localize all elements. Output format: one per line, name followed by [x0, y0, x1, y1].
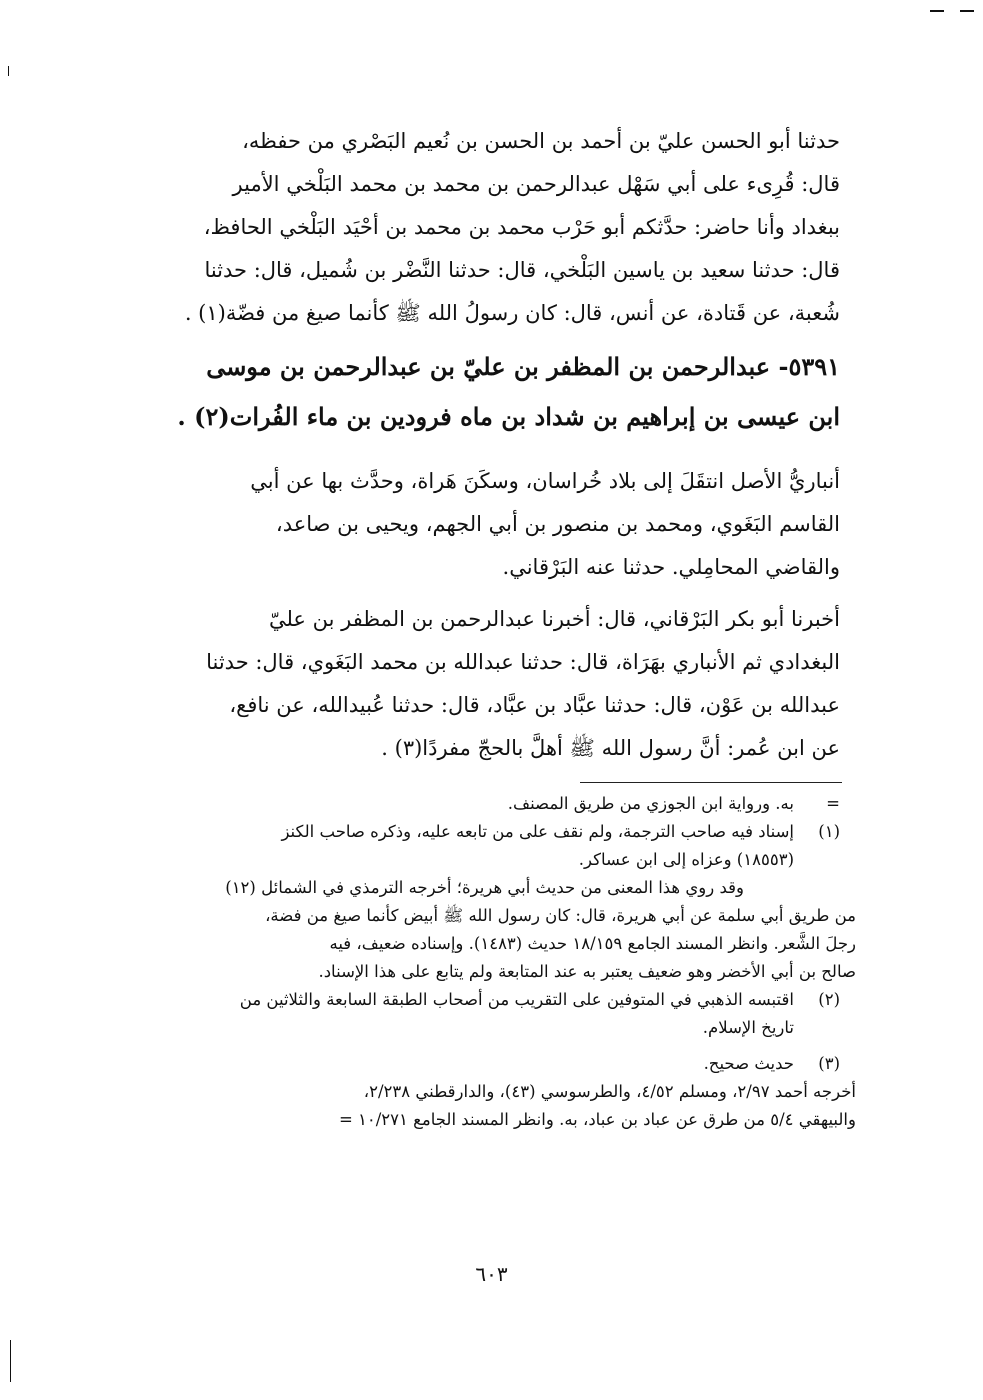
- text-line: أخبرنا أبو بكر البَرْقاني، قال: أخبرنا عبدالرحمن بن المظفر بن عليّ: [268, 607, 840, 631]
- footnote-2: [120, 986, 840, 1042]
- footnote-line: أخرجه أحمد ٢/٩٧، ومسلم ٤/٥٢، والطرسوسي (٤٣)، والدارقطني ٢/٢٣٨،: [363, 1082, 856, 1101]
- footnote-line: إسناد فيه صاحب الترجمة، ولم نقف على من تابعه عليه، وذكره صاحب الكنز: [281, 822, 794, 841]
- text-line: القاسم البَغَوي، ومحمد بن منصور بن أبي الجهم، ويحيى بن صاعد،: [275, 512, 840, 536]
- text-line: عبدالله بن عَوْن، قال: حدثنا عبَّاد بن عبَّاد، قال: حدثنا عُبيدالله، عن نافع،: [229, 693, 840, 717]
- footnote-line: به. ورواية ابن الجوزي من طريق المصنف.: [507, 794, 794, 813]
- footnote-number: (١): [818, 822, 840, 841]
- footnote-line: والبيهقي ٥/٤ من طرق عن عباد بن عباد، به. وانظر المسند الجامع ١٠/٢٧١ =: [338, 1110, 856, 1129]
- footnote-number: (٣): [818, 1054, 840, 1073]
- footnote-3-continued: [120, 1078, 856, 1134]
- heading-line: ٥٣٩١- عبدالرحمن بن المظفر بن عليّ بن عبدالرحمن بن موسى: [206, 352, 840, 381]
- text-line: البغدادي ثم الأنباري بهَرَاة، قال: حدثنا عبدالله بن محمد البَغَوي، قال: حدثنا: [206, 650, 840, 674]
- footnote-line: صالح بن أبي الأخضر وهو ضعيف يعتبر به عند المتابعة ولم يتابع على هذا الإسناد.: [318, 962, 856, 981]
- corner-dash-mark: [960, 10, 974, 12]
- footnote-continuation: [120, 790, 840, 818]
- text-line: أنباريُّ الأصل انتقَلَ إلى بلاد خُراسان، وسكَنَ هَراة، وحدَّث بها عن أبي: [250, 469, 840, 493]
- footnote-line: تاريخ الإسلام.: [702, 1018, 794, 1037]
- text-line: حدثنا أبو الحسن عليّ بن أحمد بن الحسن بن نُعيم البَصْري من حفظه،: [242, 129, 840, 153]
- footnote-line: (١٨٥٥٣) وعزاه إلى ابن عساكر.: [578, 850, 794, 869]
- page-number: ٦٠٣: [475, 1262, 508, 1286]
- footnote-1-continued: [120, 902, 856, 986]
- footnote-number: [794, 874, 840, 902]
- footnote-1: [120, 818, 840, 874]
- edge-mark: [8, 66, 9, 76]
- footnotes: [120, 790, 856, 1134]
- edge-mark: [10, 1340, 11, 1382]
- text-line: والقاضي المحامِلي. حدثنا عنه البَرْقاني.: [502, 555, 840, 579]
- paragraph-2: [120, 460, 840, 589]
- footnote-line: رجلَ الشَّعر. وانظر المسند الجامع ١٨/١٥٩ حديث (١٤٨٣). وإسناده ضعيف، فيه: [329, 934, 856, 953]
- text-line: قال: حدثنا سعيد بن ياسين البَلْخي، قال: حدثنا النَّضْر بن شُميل، قال: حدثنا: [204, 258, 840, 282]
- footnote-line: حديث صحيح.: [703, 1054, 794, 1073]
- text-line: عن ابن عُمر: أنَّ رسول الله ﷺ أهلَّ بالحجّ مفردًا(٣) .: [381, 736, 840, 760]
- paragraph-1: [120, 120, 840, 335]
- entry-heading: [130, 342, 840, 442]
- corner-dash-mark: [930, 10, 944, 12]
- text-line: قال: قُرِىء على أبي سَهْل عبدالرحمن بن محمد بن محمد البَلْخي الأمير: [232, 172, 840, 196]
- footnote-number: (٢): [818, 990, 840, 1009]
- text-line: شُعبة، عن قَتادة، عن أنس، قال: كان رسولُ الله ﷺ كأنما صيغ من فضّة(١) .: [184, 301, 840, 325]
- text-line: ببغداد وأنا حاضر: حدَّثكم أبو حَرْب محمد بن محمد بن أحْيَد البَلْخي الحافظ،: [203, 215, 840, 239]
- footnote-separator: [580, 782, 842, 783]
- footnote-number: =: [826, 794, 840, 813]
- footnote-1-indented-para: [120, 874, 840, 902]
- footnote-line: اقتبسه الذهبي في المتوفين على التقريب من أصحاب الطبقة السابعة والثلاثين من: [239, 990, 794, 1009]
- footnote-line: من طريق أبي سلمة عن أبي هريرة، قال: كان رسول الله ﷺ أبيض كأنما صيغ من فضة،: [265, 906, 856, 925]
- heading-line: ابن عيسى بن إبراهيم بن شداد بن ماه فرودين بن ماء الفُرات(٢) .: [177, 402, 840, 431]
- footnote-3: [120, 1050, 840, 1078]
- footnote-line: وقد روي هذا المعنى من حديث أبي هريرة؛ أخرجه الترمذي في الشمائل (١٢): [225, 878, 744, 897]
- paragraph-3: [120, 598, 840, 770]
